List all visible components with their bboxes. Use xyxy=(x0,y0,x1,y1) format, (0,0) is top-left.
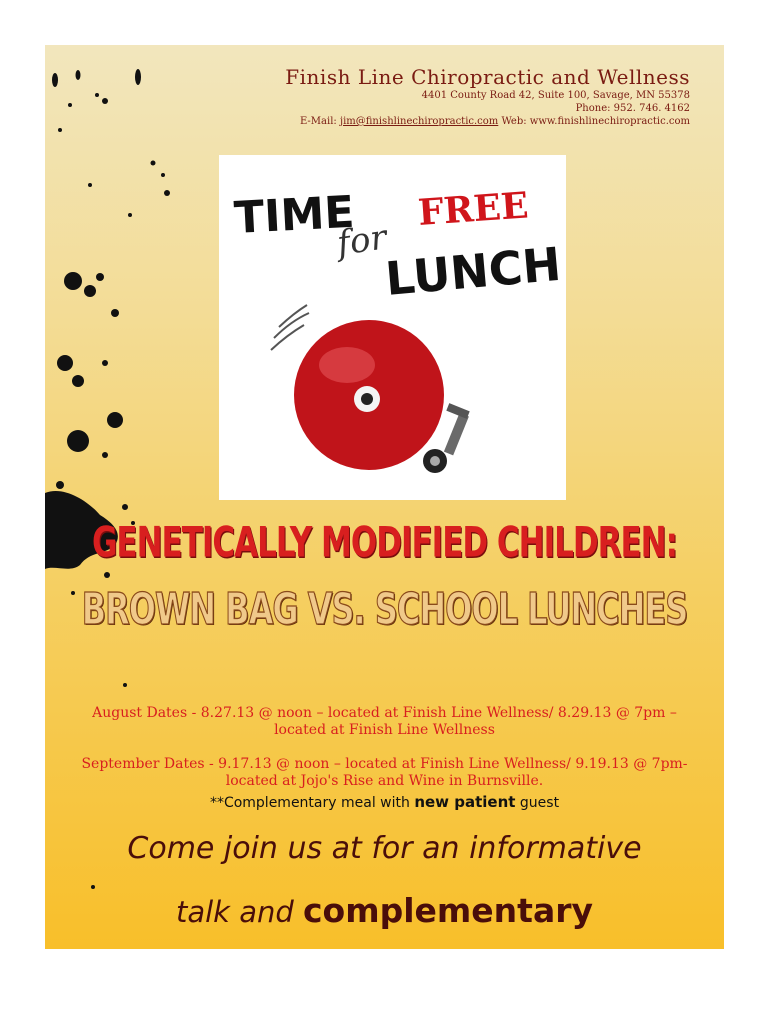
free-lunch-graphic xyxy=(219,155,566,500)
email-link[interactable]: jim@finishlinechiropractic.com xyxy=(339,116,499,127)
meal-note-emphasis: new patient xyxy=(414,793,516,810)
email-label: E-Mail: xyxy=(299,116,337,127)
company-name: Finish Line Chiropractic and Wellness xyxy=(285,65,690,89)
clinic-header xyxy=(285,65,690,128)
meal-note-suffix: guest xyxy=(515,795,560,810)
meal-note xyxy=(45,793,724,810)
website: Web: www.finishlinechiropractic.com xyxy=(501,116,690,127)
headline-primary: GENETICALLY MODIFIED CHILDREN: xyxy=(91,518,678,568)
contact-line xyxy=(285,115,690,128)
promo-free-text: FREE xyxy=(416,184,530,234)
phone: Phone: 952. 746. 4162 xyxy=(575,103,690,114)
promo-for-text: for xyxy=(334,217,390,264)
cta-line-2 xyxy=(45,891,724,930)
cta-line-2-prefix: talk and xyxy=(175,895,303,929)
school-bell-icon xyxy=(271,305,470,473)
promo-lunch-text: LUNCH xyxy=(383,236,564,306)
address: 4401 County Road 42, Suite 100, Savage, MN 55378 xyxy=(421,90,690,101)
headline-secondary: BROWN BAG VS. SCHOOL LUNCHES xyxy=(81,583,688,635)
promo-time-text: TIME xyxy=(232,186,356,244)
september-dates: September Dates - 9.17.13 @ noon – located at Finish Line Wellness/ 9.19.13 @ 7pm- located at Jojo's Rise and Wine in Burnsville. xyxy=(81,756,688,789)
august-dates: August Dates - 8.27.13 @ noon – located at Finish Line Wellness/ 8.29.13 @ 7pm – located at Finish Line Wellness xyxy=(92,705,677,738)
cta-line-2-emphasis: complementary xyxy=(302,891,594,930)
meal-note-prefix: **Complementary meal with xyxy=(209,795,415,810)
flyer xyxy=(45,45,724,949)
cta-line-1: Come join us at for an informative xyxy=(127,831,642,866)
